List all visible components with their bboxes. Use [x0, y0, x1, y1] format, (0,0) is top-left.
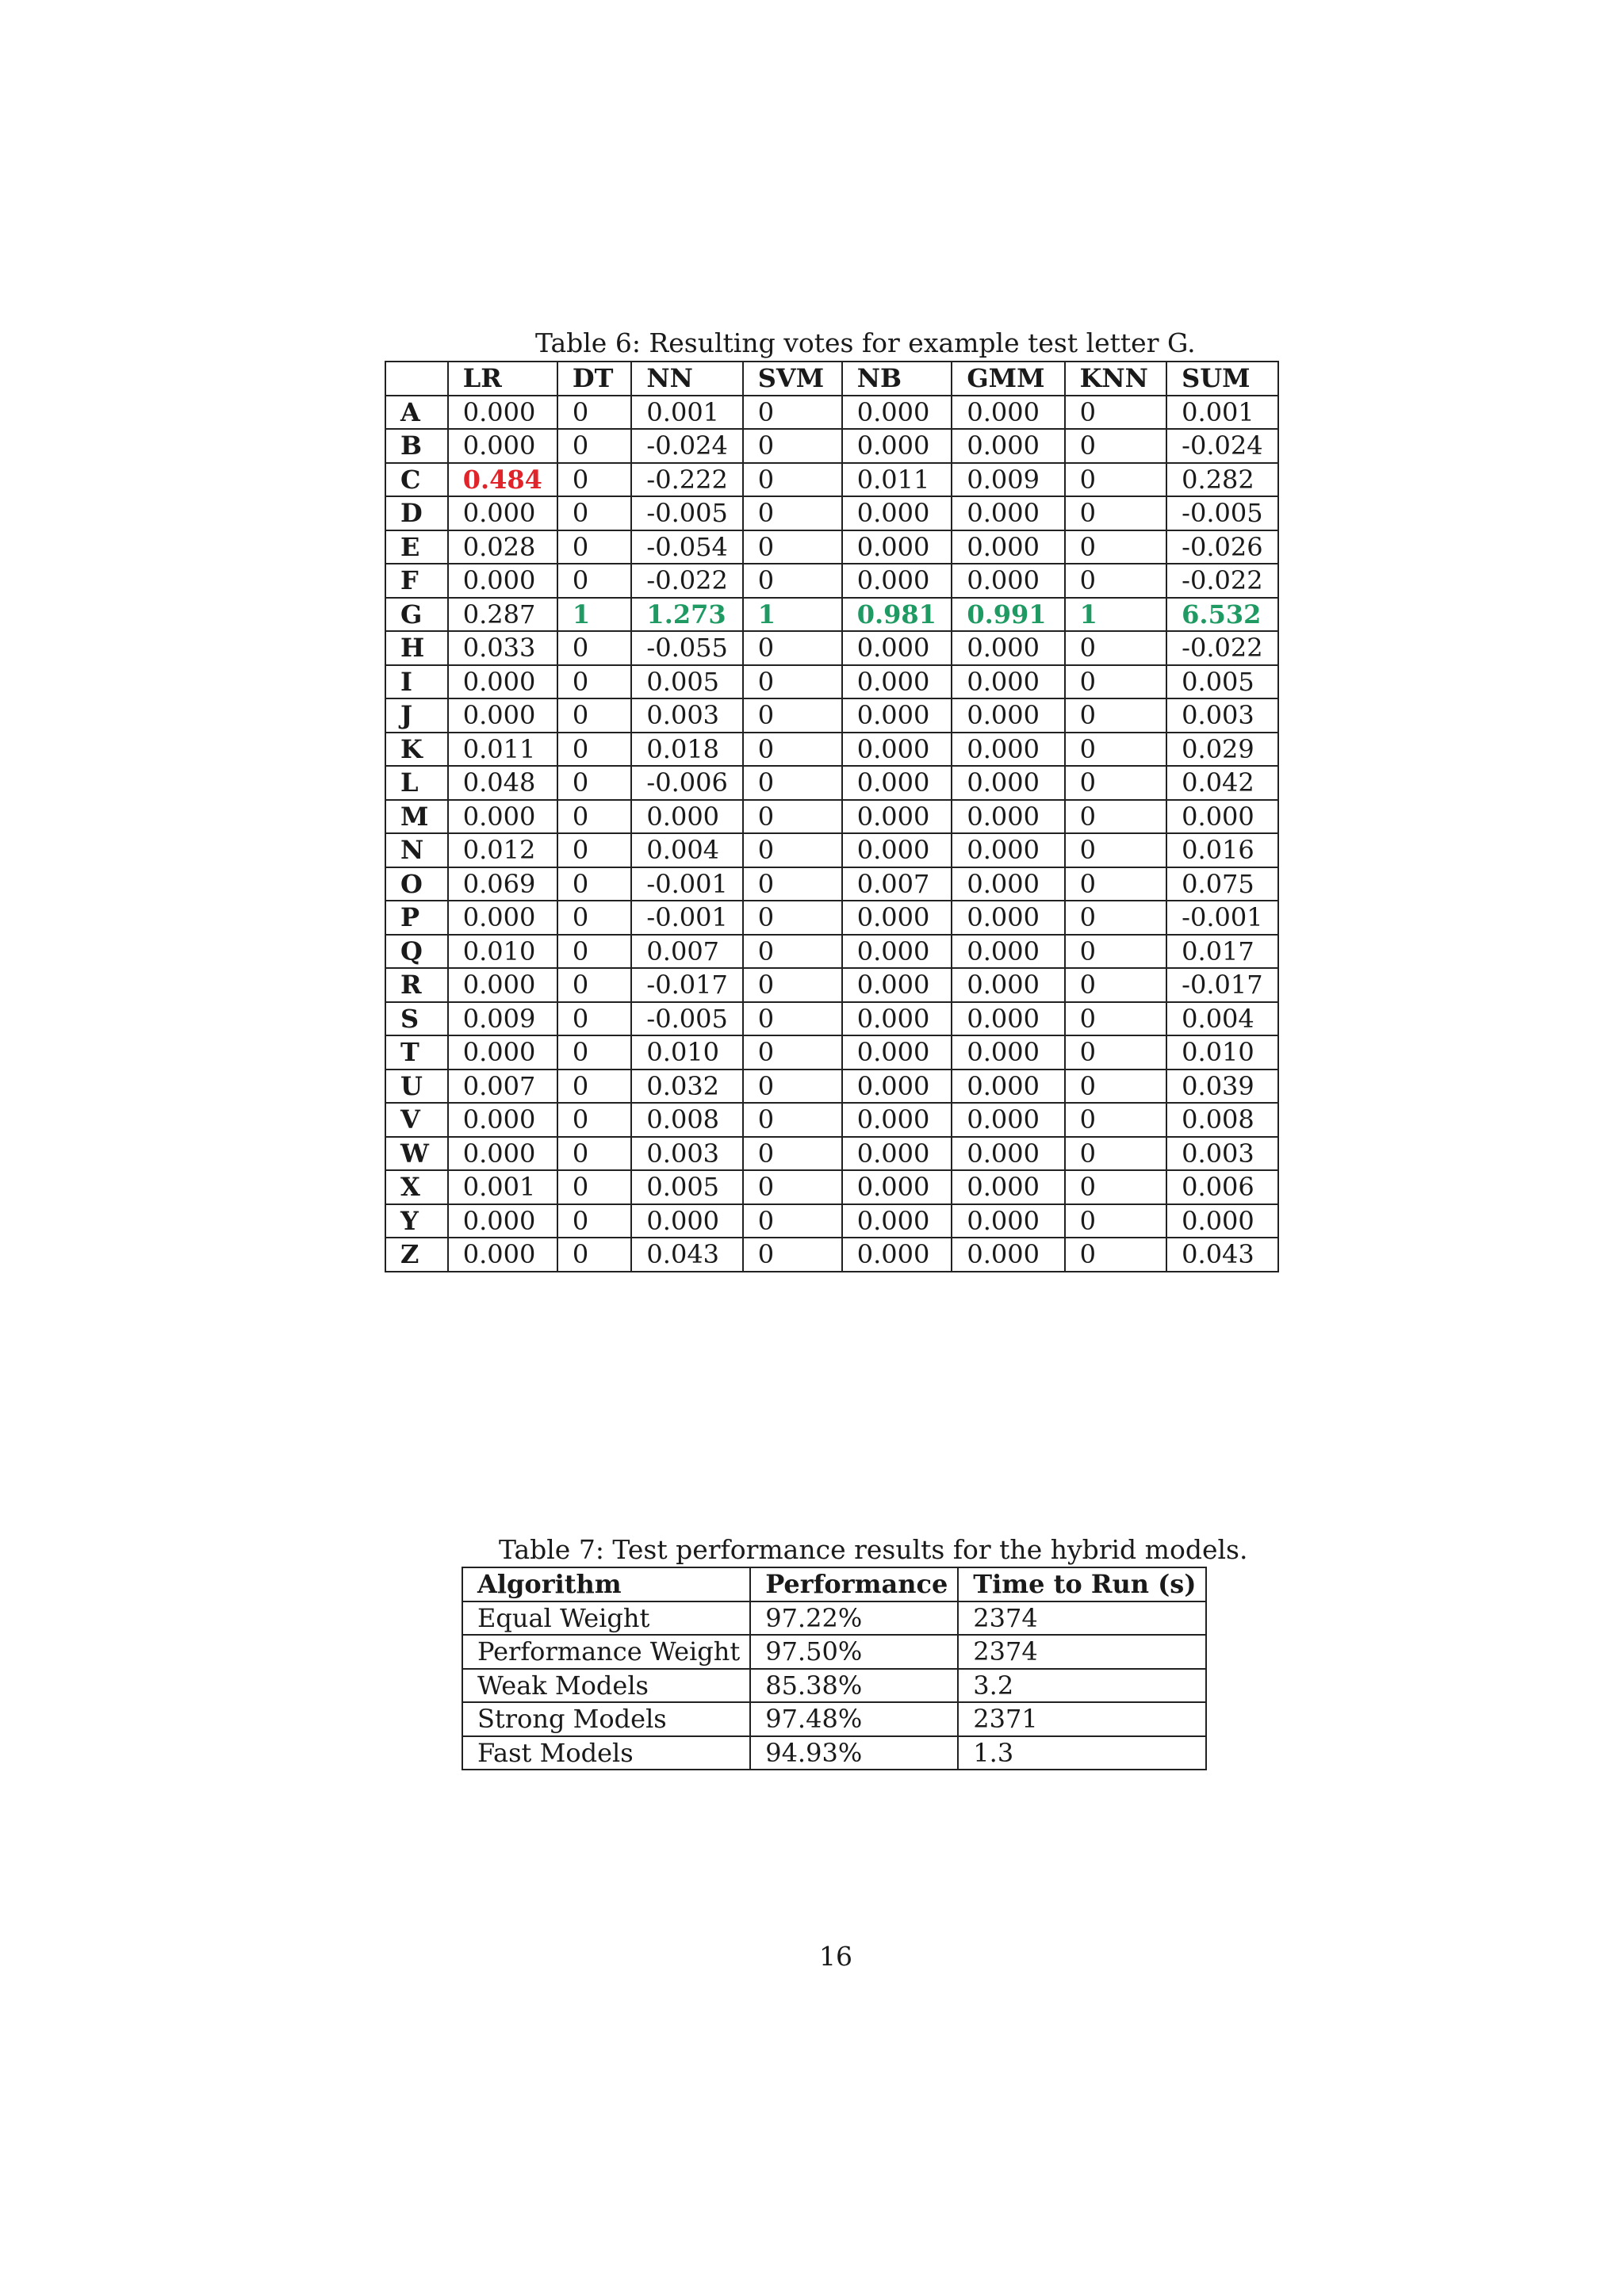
table6-cell: 0 [1065, 1002, 1167, 1036]
table6-cell: -0.005 [1166, 496, 1278, 530]
table6-row-label: X [385, 1170, 448, 1204]
table6-cell: -0.005 [631, 1002, 742, 1036]
table6-cell: -0.017 [1166, 968, 1278, 1002]
table6-cell: 0.000 [952, 800, 1064, 834]
table6-cell: 0.000 [842, 429, 952, 463]
table6-row-label: R [385, 968, 448, 1002]
table-row [385, 1204, 1278, 1238]
table6-cell: 0 [557, 1002, 632, 1036]
table6-cell: 0 [557, 1170, 632, 1204]
table6-cell: 0.000 [952, 766, 1064, 800]
table6-cell: 0.000 [448, 429, 557, 463]
table-row [385, 935, 1278, 969]
table6-cell: 0 [1065, 766, 1167, 800]
table7-column-header: Performance [750, 1567, 958, 1601]
table6-cell: 0 [1065, 1035, 1167, 1070]
table6-row-label: S [385, 1002, 448, 1036]
table6-cell: 0.000 [842, 901, 952, 935]
table6-cell: 0 [743, 496, 842, 530]
table6-cell: -0.006 [631, 766, 742, 800]
table6-cell: 0.991 [952, 598, 1064, 632]
table6-cell: -0.001 [1166, 901, 1278, 935]
table6-cell: -0.024 [631, 429, 742, 463]
table6-cell: 0.282 [1166, 463, 1278, 497]
table-row [385, 1238, 1278, 1272]
table6-cell: 0.000 [842, 665, 952, 699]
table6-cell: 0 [743, 1070, 842, 1104]
table6-cell: 0.004 [631, 833, 742, 867]
table6-cell: 0 [1065, 800, 1167, 834]
table6-cell: 0.000 [448, 1238, 557, 1272]
table6-cell: 0 [1065, 935, 1167, 969]
table6-cell: -0.001 [631, 867, 742, 901]
table7-cell: 97.50% [750, 1635, 958, 1669]
table6-cell: -0.054 [631, 530, 742, 564]
table6-row-label: T [385, 1035, 448, 1070]
table6-cell: 0.000 [952, 1137, 1064, 1171]
table6-cell: 0 [1065, 564, 1167, 598]
table7-cell: 97.22% [750, 1601, 958, 1636]
table6-cell: 0.000 [952, 1103, 1064, 1137]
table6-cell: 0 [557, 1035, 632, 1070]
table6-cell: 0 [557, 733, 632, 767]
table7-cell: Fast Models [462, 1736, 750, 1770]
table6-cell: 0.075 [1166, 867, 1278, 901]
table6-cell: 0 [743, 901, 842, 935]
table6-cell: 0 [743, 1238, 842, 1272]
table6-cell: 0.007 [842, 867, 952, 901]
table7-column-header: Algorithm [462, 1567, 750, 1601]
table6-cell: 0 [743, 1204, 842, 1238]
table6-cell: 0.000 [842, 1070, 952, 1104]
table6-cell: 0 [743, 530, 842, 564]
table6-cell: 6.532 [1166, 598, 1278, 632]
table6-cell: 0 [743, 463, 842, 497]
table6-cell: 0.039 [1166, 1070, 1278, 1104]
table6-cell: 0.000 [842, 935, 952, 969]
table6-cell: 0.000 [952, 665, 1064, 699]
table6-row-label: F [385, 564, 448, 598]
table-row [385, 698, 1278, 733]
table6-cell: -0.022 [1166, 631, 1278, 665]
table6-cell: 0.000 [952, 429, 1064, 463]
table6-cell: 0 [1065, 396, 1167, 430]
table-row [385, 396, 1278, 430]
table6-cell: 0.007 [631, 935, 742, 969]
table6-cell: 0.007 [448, 1070, 557, 1104]
table6-cell: 0.000 [842, 1035, 952, 1070]
table6-cell: 0 [743, 564, 842, 598]
table6-cell: 0 [1065, 1103, 1167, 1137]
table6-cell: 0 [1065, 463, 1167, 497]
table7-cell: 3.2 [958, 1669, 1206, 1703]
table6-cell: 0.008 [1166, 1103, 1278, 1137]
table6-cell: 0 [743, 1103, 842, 1137]
table6-cell: 0.069 [448, 867, 557, 901]
table6-header-row [385, 362, 1278, 396]
table6-cell: 0 [557, 564, 632, 598]
table6-cell: 0.000 [952, 631, 1064, 665]
table6-cell: 0.000 [952, 833, 1064, 867]
table6-cell: 0 [1065, 1204, 1167, 1238]
table-row [385, 564, 1278, 598]
table6-column-header: NN [631, 362, 742, 396]
table6-cell: 0.000 [952, 1035, 1064, 1070]
table6-cell: 0.010 [1166, 1035, 1278, 1070]
table6-row-label: U [385, 1070, 448, 1104]
table6-cell: 0.000 [952, 496, 1064, 530]
page-number: 16 [819, 1941, 852, 1972]
table6-cell: 0.042 [1166, 766, 1278, 800]
table6-cell: 0.000 [952, 1204, 1064, 1238]
table-row [385, 631, 1278, 665]
table6-cell: 1 [1065, 598, 1167, 632]
table6-cell: 0.000 [952, 1070, 1064, 1104]
table6-cell: 0 [743, 867, 842, 901]
table6-cell: 0 [557, 766, 632, 800]
table6-row-label: P [385, 901, 448, 935]
table7-performance [462, 1567, 1207, 1770]
table6-cell: 0.011 [448, 733, 557, 767]
table6-cell: 0.043 [631, 1238, 742, 1272]
table6-cell: 0 [557, 665, 632, 699]
table6-cell: 0 [743, 396, 842, 430]
table6-row-label: D [385, 496, 448, 530]
table6-cell: 0 [1065, 631, 1167, 665]
table6-column-header: SUM [1166, 362, 1278, 396]
table6-cell: 0.000 [448, 901, 557, 935]
table6-cell: 0 [1065, 833, 1167, 867]
table6-cell: 0.009 [952, 463, 1064, 497]
table6-cell: 0 [743, 1035, 842, 1070]
table6-cell: 0.000 [631, 1204, 742, 1238]
table6-cell: 0.000 [448, 800, 557, 834]
table6-row-label: C [385, 463, 448, 497]
table-row [385, 665, 1278, 699]
table6-cell: 0.000 [952, 901, 1064, 935]
table6-cell: 0 [743, 1137, 842, 1171]
table6-cell: 0 [557, 530, 632, 564]
table6-cell: 0.005 [1166, 665, 1278, 699]
table6-cell: 0.016 [1166, 833, 1278, 867]
table6-cell: 0.003 [1166, 698, 1278, 733]
table6-cell: 0.000 [448, 1204, 557, 1238]
table6-cell: 0.010 [631, 1035, 742, 1070]
table6-cell: 0.000 [952, 867, 1064, 901]
table6-cell: -0.024 [1166, 429, 1278, 463]
table6-cell: 0 [557, 800, 632, 834]
table6-column-header: NB [842, 362, 952, 396]
table-row [462, 1669, 1206, 1703]
table6-cell: 0 [1065, 1170, 1167, 1204]
table6-cell: 0 [557, 1238, 632, 1272]
table6-cell: 0.000 [448, 396, 557, 430]
table6-cell: 0.033 [448, 631, 557, 665]
table6-cell: 0 [557, 698, 632, 733]
table6-cell: 0 [1065, 867, 1167, 901]
table-row [385, 1170, 1278, 1204]
table6-cell: 0 [557, 1070, 632, 1104]
table6-cell: 0 [557, 1137, 632, 1171]
table6-cell: 0 [1065, 1238, 1167, 1272]
table6-cell: 0.000 [842, 396, 952, 430]
table-row [385, 1002, 1278, 1036]
table6-cell: 0 [743, 1002, 842, 1036]
table7-cell: 1.3 [958, 1736, 1206, 1770]
table6-row-label: W [385, 1137, 448, 1171]
table6-cell: 0.000 [1166, 1204, 1278, 1238]
table6-cell: 0.001 [448, 1170, 557, 1204]
table6-cell: 0.003 [631, 1137, 742, 1171]
table6-column-header: KNN [1065, 362, 1167, 396]
table6-row-label: V [385, 1103, 448, 1137]
table-row [385, 1137, 1278, 1171]
table6-cell: 0.000 [842, 698, 952, 733]
table6-row-label: A [385, 396, 448, 430]
table6-cell: 0.000 [842, 766, 952, 800]
table6-cell: 1.273 [631, 598, 742, 632]
table6-cell: 0.032 [631, 1070, 742, 1104]
table6-cell: 0.000 [842, 564, 952, 598]
table6-cell: 0 [557, 867, 632, 901]
table6-cell: 0.009 [448, 1002, 557, 1036]
table6-cell: 0.000 [952, 396, 1064, 430]
table6-cell: 0.000 [842, 1002, 952, 1036]
table6-cell: 0 [557, 631, 632, 665]
table7-caption: Table 7: Test performance results for the hybrid models. [499, 1534, 1248, 1565]
table6-cell: 0.000 [448, 698, 557, 733]
table6-row-label: M [385, 800, 448, 834]
table6-cell: 0.000 [952, 530, 1064, 564]
table6-cell: -0.222 [631, 463, 742, 497]
table6-cell: 0.005 [631, 1170, 742, 1204]
table6-column-header: SVM [743, 362, 842, 396]
table6-cell: 0.010 [448, 935, 557, 969]
table6-row-label: Z [385, 1238, 448, 1272]
table6-cell: 0 [743, 631, 842, 665]
table-row [385, 1103, 1278, 1137]
table7-header-row [462, 1567, 1206, 1601]
table-row [385, 867, 1278, 901]
table-row [385, 800, 1278, 834]
table-row [385, 833, 1278, 867]
table6-cell: 0.000 [952, 1170, 1064, 1204]
table6-row-label: B [385, 429, 448, 463]
table-row [462, 1601, 1206, 1636]
table6-row-label: H [385, 631, 448, 665]
table7-cell: Equal Weight [462, 1601, 750, 1636]
table6-cell: 0 [557, 429, 632, 463]
table6-cell: 0 [557, 1103, 632, 1137]
table6-cell: 0.000 [1166, 800, 1278, 834]
table6-cell: 0 [557, 901, 632, 935]
table6-cell: 0 [1065, 1137, 1167, 1171]
table6-cell: 0 [557, 833, 632, 867]
table6-cell: 0.000 [952, 1238, 1064, 1272]
table6-cell: 0.000 [448, 968, 557, 1002]
table6-cell: -0.055 [631, 631, 742, 665]
table6-cell: 0.000 [631, 800, 742, 834]
table6-cell: 0 [557, 968, 632, 1002]
table-row [385, 530, 1278, 564]
table6-cell: 0 [1065, 698, 1167, 733]
table6-cell: 0 [557, 1204, 632, 1238]
table7-cell: 2371 [958, 1702, 1206, 1736]
table6-row-label: N [385, 833, 448, 867]
table6-cell: 0.048 [448, 766, 557, 800]
table6-cell: 0.001 [631, 396, 742, 430]
table6-cell: -0.022 [1166, 564, 1278, 598]
table6-row-label: I [385, 665, 448, 699]
table6-cell: 0.000 [952, 968, 1064, 1002]
table6-column-header: LR [448, 362, 557, 396]
table6-cell: 0.000 [842, 1204, 952, 1238]
table-row [385, 733, 1278, 767]
table7-cell: 97.48% [750, 1702, 958, 1736]
table6-cell: 0.029 [1166, 733, 1278, 767]
table7-cell: 2374 [958, 1635, 1206, 1669]
table-row [385, 1070, 1278, 1104]
table6-cell: 0.000 [448, 665, 557, 699]
table6-cell: 0.000 [842, 733, 952, 767]
table6-row-label: O [385, 867, 448, 901]
table6-cell: 0.000 [842, 496, 952, 530]
table6-cell: 0 [557, 396, 632, 430]
table6-cell: 0.000 [842, 631, 952, 665]
table6-cell: 0.000 [448, 564, 557, 598]
table6-cell: 1 [557, 598, 632, 632]
table6-cell: 0.000 [448, 1103, 557, 1137]
table6-cell: 0.981 [842, 598, 952, 632]
table7-cell: Weak Models [462, 1669, 750, 1703]
table6-cell: 0.000 [952, 935, 1064, 969]
table6-cell: 0.000 [448, 1137, 557, 1171]
table6-cell: 0.003 [631, 698, 742, 733]
table6-cell: 0.484 [448, 463, 557, 497]
table-row [385, 598, 1278, 632]
table6-cell: 0.000 [952, 1002, 1064, 1036]
table6-row-label: E [385, 530, 448, 564]
table6-row-label: Q [385, 935, 448, 969]
table6-cell: 0.006 [1166, 1170, 1278, 1204]
table6-cell: 0.000 [448, 1035, 557, 1070]
table6-cell: -0.017 [631, 968, 742, 1002]
table6-cell: 0.028 [448, 530, 557, 564]
table6-cell: 0.005 [631, 665, 742, 699]
table6-cell: 0.287 [448, 598, 557, 632]
table6-cell: 0 [743, 968, 842, 1002]
table6-cell: 0.000 [842, 1103, 952, 1137]
table6-row-label: Y [385, 1204, 448, 1238]
table6-cell: 0.003 [1166, 1137, 1278, 1171]
table7-cell: Strong Models [462, 1702, 750, 1736]
table6-cell: 0.000 [842, 833, 952, 867]
table7-column-header: Time to Run (s) [958, 1567, 1206, 1601]
table6-cell: 0 [1065, 733, 1167, 767]
table6-cell: 0 [1065, 901, 1167, 935]
table6-cell: 0.000 [448, 496, 557, 530]
table6-cell: 0 [743, 698, 842, 733]
table-row [385, 968, 1278, 1002]
table-row [385, 496, 1278, 530]
table-row [462, 1736, 1206, 1770]
table6-cell: 0.017 [1166, 935, 1278, 969]
table-row [462, 1702, 1206, 1736]
table-row [385, 766, 1278, 800]
table6-cell: 0 [743, 1170, 842, 1204]
table6-cell: 0 [557, 935, 632, 969]
table6-caption: Table 6: Resulting votes for example test letter G. [535, 327, 1196, 358]
table6-cell: 0.043 [1166, 1238, 1278, 1272]
table6-column-header: DT [557, 362, 632, 396]
table6-cell: 0.018 [631, 733, 742, 767]
table-row [385, 429, 1278, 463]
table-row [462, 1635, 1206, 1669]
table6-row-label: G [385, 598, 448, 632]
table7-cell: 85.38% [750, 1669, 958, 1703]
table6-cell: 0.000 [842, 1238, 952, 1272]
table6-cell: 0 [743, 429, 842, 463]
table6-cell: 0.000 [842, 968, 952, 1002]
table-row [385, 1035, 1278, 1070]
table6-cell: 0.000 [842, 1170, 952, 1204]
table6-cell: 0 [743, 935, 842, 969]
table6-cell: 0 [743, 665, 842, 699]
table6-cell: 0.000 [952, 564, 1064, 598]
table-row [385, 463, 1278, 497]
table7-cell: 94.93% [750, 1736, 958, 1770]
table6-cell: 0 [743, 833, 842, 867]
table6-cell: 0.000 [842, 1137, 952, 1171]
table6-votes [385, 361, 1279, 1272]
table6-cell: 0 [1065, 665, 1167, 699]
table-row [385, 901, 1278, 935]
table6-cell: 0.000 [952, 698, 1064, 733]
table6-cell: -0.022 [631, 564, 742, 598]
table7-cell: 2374 [958, 1601, 1206, 1636]
table6-cell: 0.011 [842, 463, 952, 497]
table6-row-label: K [385, 733, 448, 767]
table6-cell: 0 [1065, 429, 1167, 463]
table6-cell: 0 [1065, 1070, 1167, 1104]
table6-cell: -0.005 [631, 496, 742, 530]
table6-row-label: J [385, 698, 448, 733]
table7-cell: Performance Weight [462, 1635, 750, 1669]
table6-column-header [385, 362, 448, 396]
table6-cell: 0 [743, 766, 842, 800]
table6-cell: 0.000 [952, 733, 1064, 767]
table6-cell: 0.004 [1166, 1002, 1278, 1036]
table6-cell: 0.008 [631, 1103, 742, 1137]
table6-cell: 0.012 [448, 833, 557, 867]
table6-cell: 1 [743, 598, 842, 632]
table6-cell: 0.000 [842, 800, 952, 834]
table6-cell: 0 [1065, 496, 1167, 530]
table6-cell: 0 [557, 463, 632, 497]
table6-cell: 0 [1065, 530, 1167, 564]
table6-cell: 0 [743, 733, 842, 767]
table6-row-label: L [385, 766, 448, 800]
table6-cell: 0 [743, 800, 842, 834]
table6-cell: 0.000 [842, 530, 952, 564]
table6-cell: 0 [1065, 968, 1167, 1002]
table6-cell: -0.001 [631, 901, 742, 935]
table6-cell: 0.001 [1166, 396, 1278, 430]
table6-cell: -0.026 [1166, 530, 1278, 564]
table6-cell: 0 [557, 496, 632, 530]
table6-column-header: GMM [952, 362, 1064, 396]
